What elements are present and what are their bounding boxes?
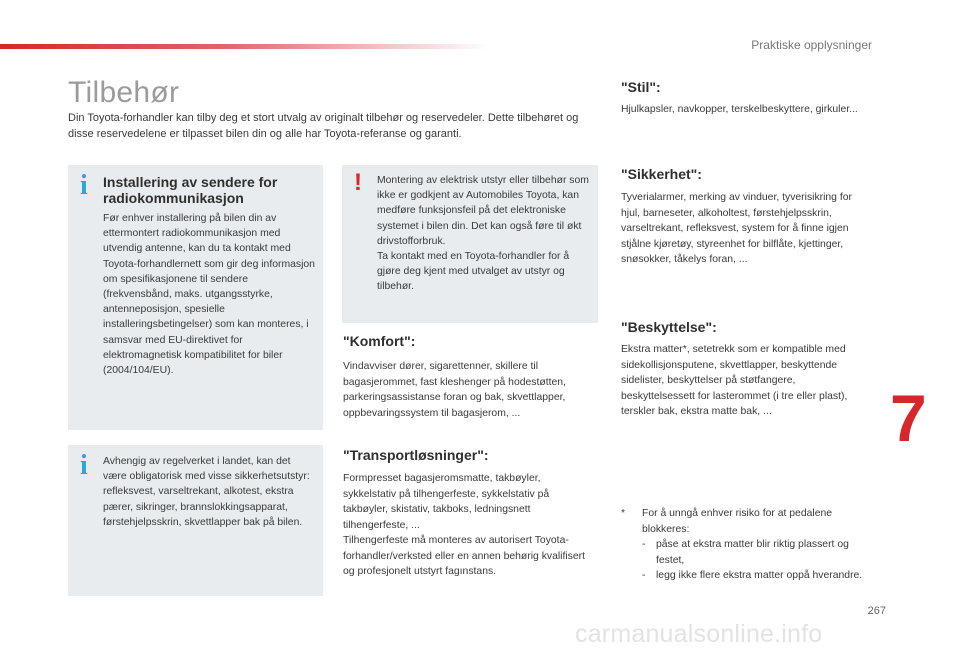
info-box-text: Avhengig av regelverket i landet, kan det være obligatorisk med visse sikkerhetsutstyr: refleksvest, varseltrekant, alkotest, ekstra pærer, sikringer, brannslokkingsapparat, førstehjelpsskrin, skvettlapper bak på bilen.: [103, 456, 310, 528]
footnote: [621, 506, 871, 584]
beskyttelse-text: Ekstra matter*, setetrekk som er kompatible med sidekollisjonsputene, skvettlapper, beskyttende sidelister, beskyttelser på støtfangere, beskyttelsessett for lasterommet (i tre eller plast), terskler bak, ekstra matte bak, ...: [621, 344, 848, 417]
info-icon: i: [80, 170, 88, 201]
stil-heading: "Stil":: [621, 79, 661, 95]
warning-icon: !: [354, 169, 362, 196]
info-box-text: Før enhver installering på bilen din av ettermontert radiokommunikasjon med utvendig antenne, kan du ta kontakt med Toyota-forhandlernett som gir deg informasjon om spesifikasjonene til sendere (frekvensbånd, maks. utgangsstyrke, antenneposisjon, spesielle installeringsbetingelser) som kan monteres, i samsvar med EU-direktivet for elektromagnetisk kompatibilitet for biler (2004/104/EU).: [103, 213, 315, 377]
warning-box: [342, 165, 598, 323]
transport-heading: "Transportløsninger":: [343, 447, 489, 463]
footnote-intro: For å unngå enhver risiko for at pedalene blokkeres:: [642, 508, 833, 535]
header-accent-bar: [0, 44, 490, 49]
watermark-text: carmanualsonline.info: [575, 620, 823, 648]
transport-text: Formpresset bagasjeromsmatte, takbøyler, sykkelstativ på tilhengerfeste, sykkelstativ på takbøyler, skistativ, takboks, ledningsnett tilhengerfeste, ... Tilhengerfeste må monteres av autorisert Toyota-forhandler/verksted eller en annen behørig kvalifisert og profesjonelt utstyrt fagınstans.: [343, 473, 585, 577]
info-box-radio: [68, 165, 323, 430]
footnote-dash: -: [642, 539, 646, 550]
komfort-text: Vindavviser dører, sigarettenner, skillere til bagasjerommet, fast kleshenger på hodestøtten, parkeringsassistanse foran og bak, skvettlapper, oppbevaringssystem til bagasjerom, ...: [343, 361, 566, 419]
section-name: Praktiske opplysninger: [751, 38, 872, 52]
footnote-marker: *: [621, 508, 626, 519]
sikkerhet-heading: "Sikkerhet":: [621, 166, 702, 182]
footnote-item-text: påse at ekstra matter blir riktig plassert og festet,: [656, 539, 849, 566]
beskyttelse-heading: "Beskyttelse":: [621, 319, 717, 335]
footnote-dash: -: [642, 570, 646, 581]
footnote-intro-row: [621, 506, 871, 584]
chapter-number: 7: [890, 381, 927, 455]
komfort-heading: "Komfort":: [343, 333, 416, 349]
page-title: Tilbehør: [68, 76, 180, 109]
footnote-item-text: legg ikke flere ekstra matter oppå hverandre.: [656, 570, 863, 581]
intro-text: Din Toyota-forhandler kan tilby deg et stort utvalg av originalt tilbehør og reservedeler. Dette tilbehøret og disse reservedelene er tilpasset bilen din og alle har Toyota-referanse og garanti.: [68, 112, 579, 140]
page-number: 267: [867, 605, 886, 617]
info-box-heading: Installering av sendere for radiokommunikasjon: [103, 174, 278, 206]
stil-text: Hjulkapsler, navkopper, terskelbeskyttere, girkuler...: [621, 104, 858, 115]
info-box-regulations: [68, 445, 323, 596]
sikkerhet-text: Tyverialarmer, merking av vinduer, tyverisikring for hjul, barneseter, alkoholtest, førstehjelpsskrin, varseltrekant, refleksvest, system for å finne igjen stjålne kjøretøy, styreenhet for bilflåte, kjettinger, snøsokker, tåkelys foran, ...: [621, 192, 852, 265]
warning-box-text: Montering av elektrisk utstyr eller tilbehør som ikke er godkjent av Automobiles Toyota, kan medføre funksjonsfeil på det elektroniske systemet i bilen din. Det kan også føre til økt drivstofforbruk. Ta kontakt med en Toyota-forhandler for å gjøre deg kjent med utvalget av utstyr og tilbehør.: [377, 175, 589, 293]
footnote-item: [642, 568, 871, 584]
footnote-item: [642, 537, 871, 568]
info-icon: i: [80, 450, 88, 481]
